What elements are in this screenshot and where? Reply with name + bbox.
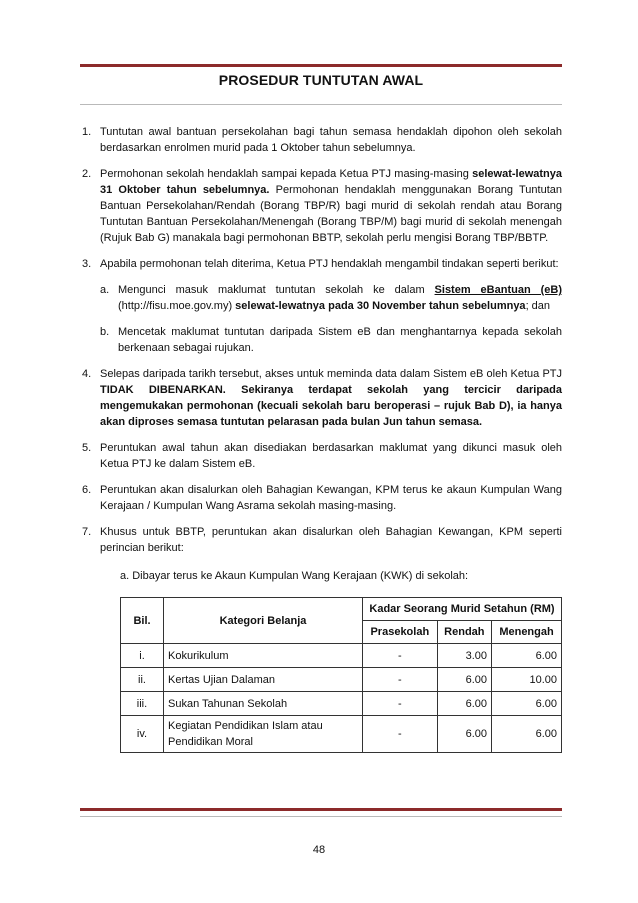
table-body (121, 644, 562, 753)
page-number: 48 (312, 844, 326, 856)
list-number: 4. (82, 368, 92, 380)
cell-rendah: 6.00 (437, 716, 491, 753)
list-text (100, 256, 562, 272)
header-kategori: Kategori Belanja (164, 598, 363, 644)
cell-pra: - (363, 668, 438, 692)
procedure-list-continued (82, 366, 562, 556)
cell-bil: iii. (121, 692, 164, 716)
list-text (100, 440, 562, 472)
text-segment: ; dan (525, 300, 551, 312)
list-number: 1. (82, 126, 92, 138)
cell-menengah: 6.00 (492, 692, 562, 716)
list-text (100, 124, 562, 156)
text-segment: Peruntukan akan disalurkan oleh Bahagian Kewangan, KPM terus ke akaun Kumpulan Wang Kerajaan / Kumpulan Wang Asrama sekolah masing-masing. (100, 484, 562, 512)
list-item (82, 124, 562, 156)
list-text (100, 524, 562, 556)
cell-bil: i. (121, 644, 164, 668)
table-row (121, 644, 562, 668)
text-segment: Peruntukan awal tahun akan disediakan berdasarkan maklumat yang dikunci masuk oleh Ketua PTJ ke dalam Sistem eB. (100, 442, 562, 470)
header-menengah: Menengah (492, 621, 562, 644)
table-row (121, 668, 562, 692)
text-segment: TIDAK DIBENARKAN. Sekiranya terdapat sekolah yang tercicir daripada mengemukakan permohonan (kecuali sekolah baru beroperasi – rujuk Bab D), ia hanya akan diproses semasa tuntutan pelarasan pada bulan Jun tahun semasa. (100, 384, 562, 428)
cell-bil: ii. (121, 668, 164, 692)
list-number: 2. (82, 168, 92, 180)
list-number: 5. (82, 442, 92, 454)
list-number: 7. (82, 526, 92, 538)
list-number: 6. (82, 484, 92, 496)
list-text (100, 366, 562, 430)
text-segment: (http://fisu.moe.gov.my) (118, 300, 236, 312)
cell-pra: - (363, 692, 438, 716)
list-item (82, 524, 562, 556)
document-body (82, 124, 562, 753)
procedure-list (82, 124, 562, 272)
list-item (82, 366, 562, 430)
cell-kategori: Kertas Ujian Dalaman (164, 668, 363, 692)
text-segment: Selepas daripada tarikh tersebut, akses untuk meminda data dalam Sistem eB oleh Ketua PTJ (100, 368, 562, 380)
header-kadar: Kadar Seorang Murid Setahun (RM) (363, 598, 562, 621)
cell-rendah: 6.00 (437, 692, 491, 716)
sub-text (118, 324, 562, 356)
cell-bil: iv. (121, 716, 164, 753)
table-row (121, 716, 562, 753)
list-item (82, 482, 562, 514)
sub-letter: a. (100, 284, 110, 296)
header-prasekolah: Prasekolah (363, 621, 438, 644)
sub-letter: b. (100, 326, 110, 338)
list-text (100, 482, 562, 514)
sub-item (100, 282, 562, 314)
cell-menengah: 10.00 (492, 668, 562, 692)
cell-pra: - (363, 716, 438, 753)
table-intro: a. Dibayar terus ke Akaun Kumpulan Wang Kerajaan (KWK) di sekolah: (120, 570, 469, 582)
cell-kategori: Kegiatan Pendidikan Islam atau Pendidikan Moral (164, 716, 363, 753)
list-item (82, 440, 562, 472)
header-rule (80, 64, 562, 67)
table-row (121, 692, 562, 716)
list-item (82, 166, 562, 246)
header-divider (80, 104, 562, 105)
text-segment: Sistem eBantuan (eB) (434, 284, 562, 296)
cell-kategori: Kokurikulum (164, 644, 363, 668)
cell-rendah: 6.00 (437, 668, 491, 692)
text-segment: selewat-lewatnya pada 30 November tahun sebelumnya (235, 300, 526, 312)
rate-table (120, 597, 562, 753)
sub-list (82, 282, 562, 356)
cell-menengah: 6.00 (492, 644, 562, 668)
text-segment: Khusus untuk BBTP, peruntukan akan disalurkan oleh Bahagian Kewangan, KPM seperti perincian berikut: (100, 526, 562, 554)
list-item (82, 256, 562, 272)
list-number: 3. (82, 258, 92, 270)
text-segment: Mengunci masuk maklumat tuntutan sekolah ke dalam (118, 284, 435, 296)
header-rendah: Rendah (437, 621, 491, 644)
sub-text (118, 282, 562, 314)
sub-item (100, 324, 562, 356)
cell-rendah: 3.00 (437, 644, 491, 668)
text-segment: Permohonan hendaklah menggunakan Borang Tuntutan Bantuan Persekolahan/Rendah (Borang TBP/R) bagi murid di sekolah rendah atau Borang Tuntutan Bantuan Persekolahan/Menengah (Borang TBP/M) bagi murid di sekolah menengah (Rujuk Bab G) manakala bagi permohonan BBTP, sekolah perlu mengisi Borang TBP/BBTP. (100, 184, 563, 244)
cell-kategori: Sukan Tahunan Sekolah (164, 692, 363, 716)
text-segment: Permohonan sekolah hendaklah sampai kepada Ketua PTJ masing-masing (100, 168, 473, 180)
list-text (100, 166, 562, 246)
header-bil: Bil. (121, 598, 164, 644)
cell-pra: - (363, 644, 438, 668)
page-title: PROSEDUR TUNTUTAN AWAL (218, 72, 424, 88)
text-segment: Tuntutan awal bantuan persekolahan bagi tahun semasa hendaklah dipohon oleh sekolah berdasarkan enrolmen murid pada 1 Oktober tahun sebelumnya. (100, 126, 562, 154)
text-segment: Mencetak maklumat tuntutan daripada Sistem eB dan menghantarnya kepada sekolah berkenaan sebagai rujukan. (118, 326, 562, 354)
cell-menengah: 6.00 (492, 716, 562, 753)
text-segment: Apabila permohonan telah diterima, Ketua PTJ hendaklah mengambil tindakan seperti berikut: (100, 258, 559, 270)
footer-divider (80, 816, 562, 817)
text-segment: selewat-lewatnya 31 Oktober tahun sebelumnya. (100, 168, 562, 196)
footer-rule (80, 808, 562, 811)
